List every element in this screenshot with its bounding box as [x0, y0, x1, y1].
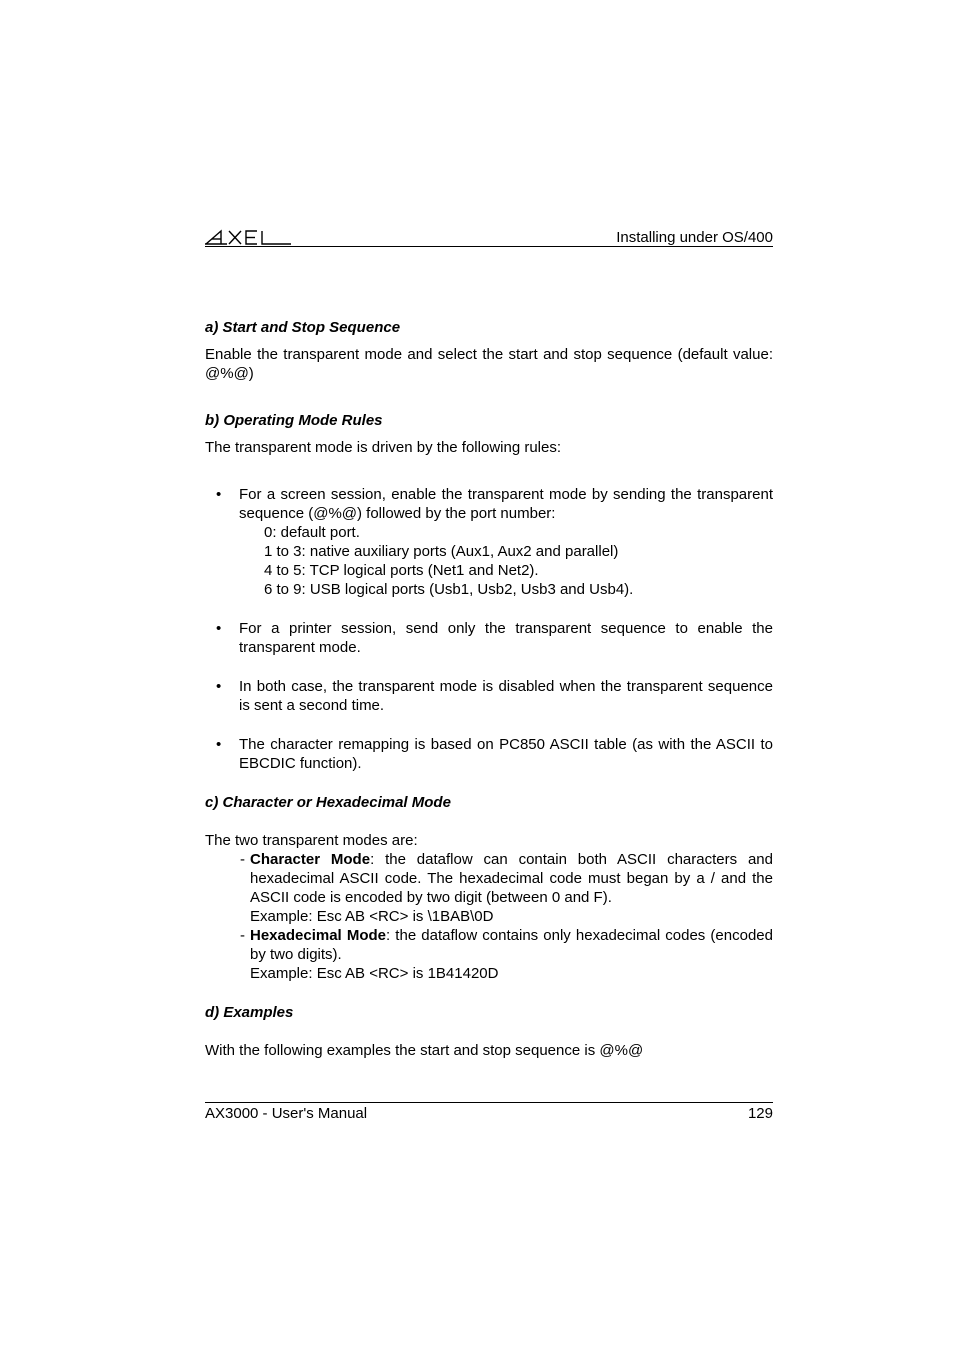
rule-screen-session — [205, 485, 773, 599]
rule-text: In both case, the transparent mode is disabled when the transparent sequence is sent a second time. — [239, 678, 773, 714]
section-c-heading: c) Character or Hexadecimal Mode — [205, 794, 451, 811]
character-mode-item — [205, 850, 773, 926]
dash-marker: - — [240, 851, 245, 868]
rule-text: The character remapping is based on PC850 ASCII table (as with the ASCII to EBCDIC function). — [239, 736, 773, 772]
axel-logo — [205, 226, 291, 246]
rule-text: For a printer session, send only the transparent sequence to enable the transparent mode. — [239, 620, 773, 656]
section-b-intro: The transparent mode is driven by the following rules: — [205, 439, 562, 456]
page-content — [205, 318, 773, 1060]
rule-disable — [205, 677, 773, 715]
port-list — [239, 523, 773, 599]
section-d-heading: d) Examples — [205, 1004, 294, 1021]
dash-marker: - — [240, 927, 245, 944]
section-a-text: Enable the transparent mode and select the start and stop sequence (default value: @%@) — [205, 346, 773, 382]
character-mode-label: Character Mode — [250, 851, 371, 868]
section-b-heading: b) Operating Mode Rules — [205, 412, 383, 429]
header-title: Installing under OS/400 — [616, 229, 773, 246]
hexadecimal-mode-item — [205, 926, 773, 983]
character-mode-text: : the dataflow can contain both ASCII characters and hexadecimal ASCII code. The hexadecimal code must began by a / and the ASCII code is encoded by two digit (between 0 and F). — [250, 851, 773, 906]
page-number: 129 — [747, 1105, 773, 1122]
rule-remapping — [205, 735, 773, 773]
bullet-icon: • — [216, 620, 222, 637]
hexadecimal-mode-text: : the dataflow contains only hexadecimal codes (encoded by two digits). — [250, 927, 773, 963]
page-header — [205, 226, 773, 247]
port-item: 4 to 5: TCP logical ports (Net1 and Net2). — [264, 562, 539, 579]
rules-list — [205, 485, 773, 773]
character-mode-example: Example: Esc AB <RC> is \1BAB\0D — [250, 908, 494, 925]
footer-manual-title: AX3000 - User's Manual — [205, 1105, 368, 1122]
hexadecimal-mode-label: Hexadecimal Mode — [250, 927, 387, 944]
hexadecimal-mode-example: Example: Esc AB <RC> is 1B41420D — [250, 965, 499, 982]
port-item: 6 to 9: USB logical ports (Usb1, Usb2, Usb3 and Usb4). — [264, 581, 634, 598]
section-a-heading: a) Start and Stop Sequence — [205, 319, 401, 336]
bullet-icon: • — [216, 736, 222, 753]
rule-printer-session — [205, 619, 773, 657]
section-d-text: With the following examples the start and stop sequence is @%@ — [205, 1042, 644, 1059]
page-footer — [205, 1102, 773, 1122]
rule-text: For a screen session, enable the transparent mode by sending the transparent sequence (@%@) followed by the port number: — [239, 486, 773, 522]
bullet-icon: • — [216, 486, 222, 503]
port-item: 1 to 3: native auxiliary ports (Aux1, Aux2 and parallel) — [264, 543, 619, 560]
section-c-intro: The two transparent modes are: — [205, 832, 418, 849]
port-item: 0: default port. — [264, 524, 360, 541]
bullet-icon: • — [216, 678, 222, 695]
